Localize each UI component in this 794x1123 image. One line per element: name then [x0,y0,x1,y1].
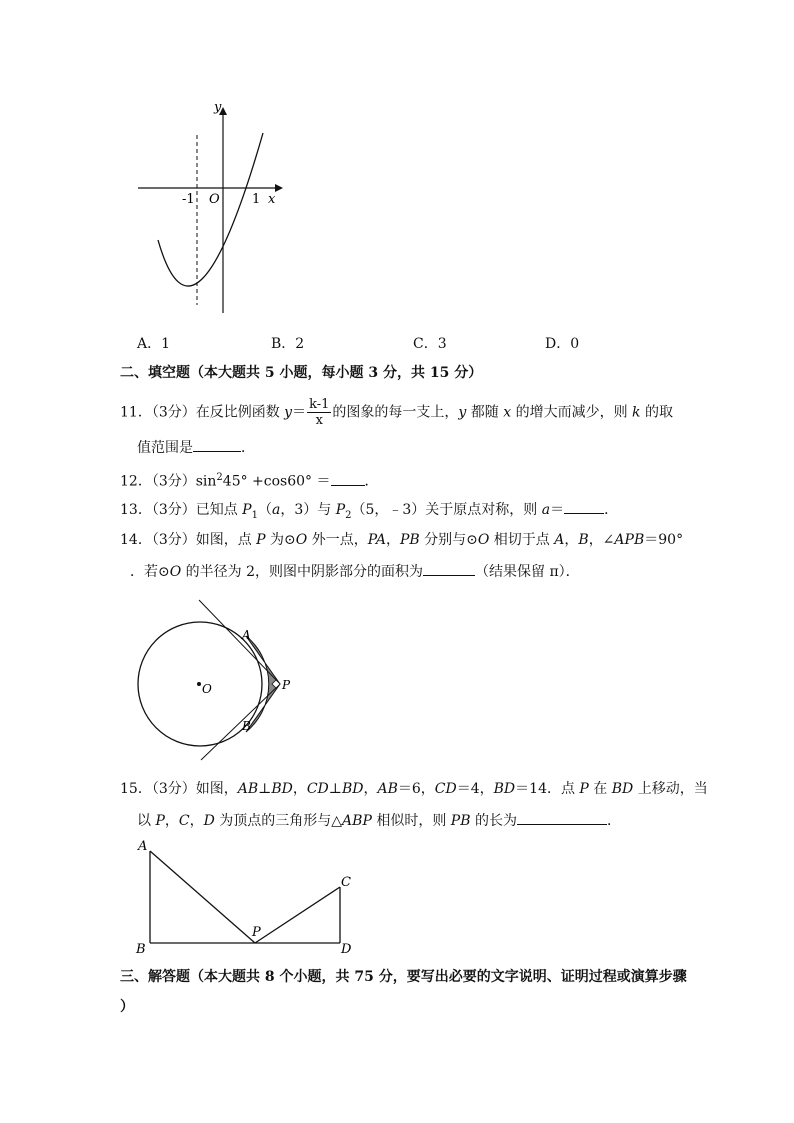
parabola-graph [130,95,290,320]
tangent-pb [201,684,280,760]
q14-text2: 为⊙ [265,532,296,548]
q15-text12: ， [164,813,179,829]
q13-text4: （5，﹣3）关于原点对称，则 [351,502,542,518]
q14-apb: APB [614,532,645,548]
q11-text5: 的取 [640,404,673,421]
q12-line [120,468,379,492]
label-d: D [341,942,352,957]
q13-line [120,499,618,526]
q15-ab: AB [237,781,259,797]
q11-eq: ＝ [292,404,307,421]
q15-text11: 以 [137,813,156,829]
q14-p: P [256,532,266,548]
q14-text8: ，∠ [588,532,615,548]
option-c: C．3 [413,336,447,352]
q15-answer-blank[interactable] [517,810,607,825]
q14-text9: ＝90° [644,532,684,548]
q14-text: 14．（3分）如图，点 [120,532,257,548]
x-axis-arrow [275,184,283,192]
q14-text12: （结果保留 π）． [475,564,580,580]
q12-exponent: 2 [216,472,223,483]
q13-text3: ，3）与 [280,502,336,518]
q15-text14: 为顶点的三角形与△ [214,813,343,829]
q15-text10: 上移动，当 [633,781,708,797]
q14-o1: O [295,532,308,548]
y-axis-label: y [214,100,222,115]
q14-pa: PA [367,532,386,548]
q11-x: x [503,404,512,421]
q11-text3: 都随 [466,404,504,421]
q15-text6: ＝6， [397,781,435,797]
q13-text2: （ [257,502,272,518]
q13-text: 13．（3分）已知点 [120,502,243,518]
q15-text3: ， [292,781,307,797]
q15-p2: P [155,813,165,829]
q15-bd2: BD [341,781,364,797]
section3-heading-line1: 三、解答题（本大题共 8 个小题，共 75 分，要写出必要的文字说明、证明过程或演算步骤 [120,969,687,985]
section2-heading: 二、填空题（本大题共 5 小题，每小题 3 分，共 15 分） [120,365,483,381]
q14-text10: ．若⊙ [130,564,170,580]
q15-text7: ＝4， [456,781,494,797]
q15-text15: 相似时，则 [371,813,451,829]
q14-pb: PB [399,532,420,548]
q15-bd1: BD [271,781,293,797]
q12-text: 12．（3分）sin [120,473,217,490]
q11-line1 [120,397,673,428]
q11-y: y [284,404,293,421]
q11-answer-blank[interactable] [193,437,241,452]
segment-ap [150,851,255,943]
label-o: O [202,682,212,696]
q15-text8: ＝14．点 [515,781,580,797]
q14-a: A [554,532,565,548]
q15-text9: 在 [588,781,612,797]
q15-cd2: CD [434,781,457,797]
q15-text2: ⊥ [258,781,272,797]
similar-triangles-figure [130,835,360,960]
q14-text3: 外一点， [307,532,368,548]
q13-sub2: 2 [345,509,352,521]
tangent-pa [199,600,280,684]
q13-text5: ＝ [550,502,565,518]
option-a: A．1 [137,336,171,352]
q13-p1: P [242,502,252,518]
label-p: P [282,678,291,692]
q14-line1 [120,530,683,550]
q14-text5: 分别与⊙ [419,532,478,548]
option-b: B．2 [271,336,305,352]
q15-pb: PB [450,813,471,829]
section3-heading-line2: ） [120,999,134,1015]
q15-cd: CD [306,781,329,797]
tick-neg1: -1 [182,192,195,207]
label-b: B [242,719,251,733]
q15-text4: ⊥ [328,781,342,797]
q15-text5: ， [363,781,378,797]
q15-text13: ， [189,813,204,829]
q12-answer-blank[interactable] [331,471,365,486]
q11-fraction [307,397,331,428]
q15-text16: 的长为 [470,813,517,829]
circle-tangent-figure [135,595,305,765]
q14-b: B [578,532,589,548]
q13-a2: a [541,502,551,518]
q11-text2: 的图象的每一支上， [332,404,459,421]
q15-p: P [579,781,589,797]
center-dot [197,682,201,686]
q14-text7: ， [564,532,579,548]
q15-bd4: BD [611,781,634,797]
q13-end: ． [604,502,619,518]
label-b: B [136,942,146,957]
q15-end: ． [606,813,621,829]
q15-bd3: BD [493,781,516,797]
option-d: D．0 [545,336,580,352]
q11-numerator: k-1 [309,397,330,412]
q13-a1: a [271,502,281,518]
q14-o3: O [169,564,182,580]
parabola-curve [158,133,263,286]
q11-denominator: x [315,413,323,428]
q11-y2: y [458,404,467,421]
q15-d: D [203,813,215,829]
q14-text11: 的半径为 2，则图中阴影部分的面积为 [181,564,424,580]
q13-sub1: 1 [251,509,258,521]
q14-text6: 相切于点 [489,532,555,548]
q14-line2 [130,561,580,582]
q11-k: k [632,404,641,421]
q14-o2: O [477,532,490,548]
q11-text4: 的增大而减少，则 [511,404,633,421]
x-axis-label: x [268,192,276,207]
segment-pc [255,887,340,943]
q12-text2: 45° +cos60° ＝ [222,473,331,490]
label-a: A [242,628,251,642]
q14-text4: ， [385,532,400,548]
q12-end: ． [364,473,379,490]
label-p: P [252,925,261,940]
label-c: C [341,875,351,890]
origin-label: O [209,192,220,207]
q15-text: 15．（3分）如图， [120,781,238,797]
q15-line2 [137,810,621,831]
q13-p2: P [335,502,346,518]
q15-abp: ABP [342,813,372,829]
q15-line1 [120,779,708,799]
q15-c: C [178,813,190,829]
q14-answer-blank[interactable] [423,561,475,576]
q11-line2 [137,437,255,458]
label-a: A [138,839,148,854]
q15-ab2: AB [377,781,398,797]
q11-end: ． [241,440,255,456]
tick-1: 1 [252,192,261,207]
q11-text6: 值范围是 [137,440,193,456]
q13-answer-blank[interactable] [564,499,604,514]
q11-text: 11．（3分）在反比例函数 [120,404,285,421]
